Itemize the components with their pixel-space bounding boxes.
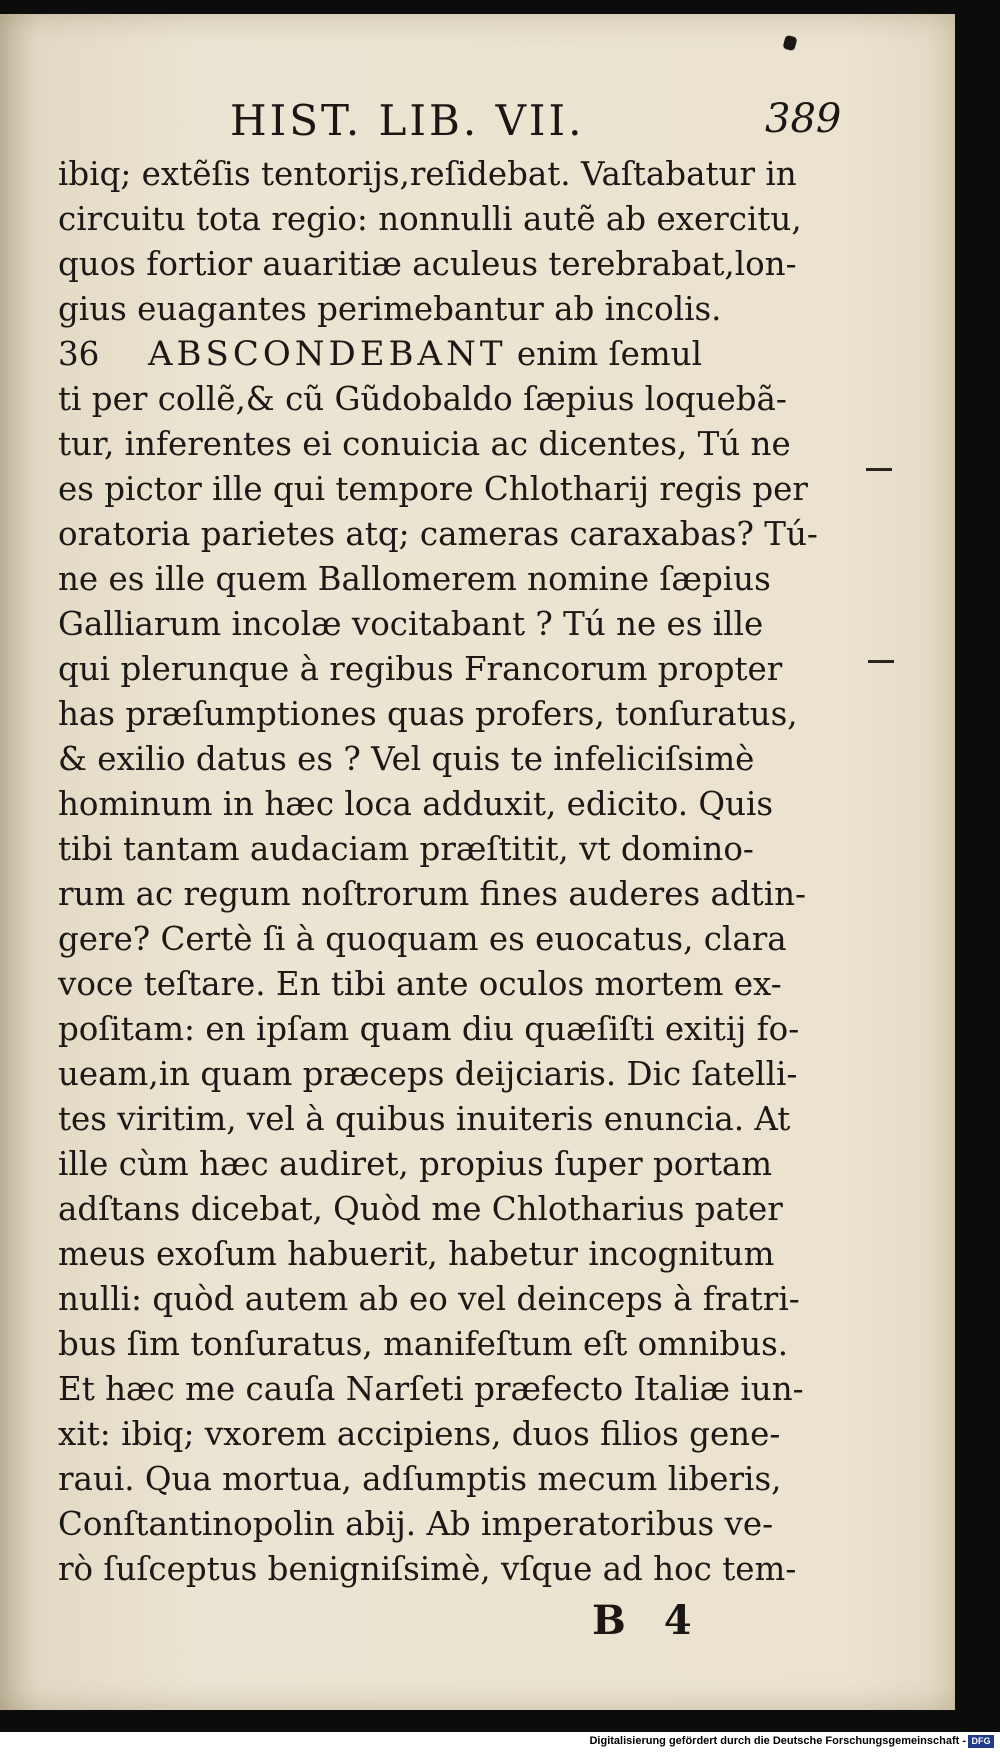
margin-mark (866, 468, 892, 471)
section-start-rest: enim ſemul (506, 335, 702, 373)
text-line: gius euagantes perimebantur ab incolis. (58, 290, 722, 328)
text-line: poſitam: en ipſam quam diu quæſiſti exitij fo- (58, 1010, 800, 1048)
page-number: 389 (765, 96, 842, 142)
text-line: bus ſim tonſuratus, manifeſtum eſt omnibus. (58, 1325, 789, 1363)
text-line: adſtans dicebat, Quòd me Chlotharius pater (58, 1190, 783, 1228)
book-page (0, 14, 955, 1710)
text-line: voce teſtare. En tibi ante oculos mortem ex- (58, 965, 782, 1003)
body-text (58, 152, 838, 1592)
section-number: 36 (58, 335, 100, 373)
text-line: es pictor ille qui tempore Chlotharij regis per (58, 470, 808, 508)
text-line: ne es ille quem Ballomerem nomine ſæpius (58, 560, 771, 598)
text-line: meus exoſum habuerit, habetur incognitum (58, 1235, 775, 1273)
text-line: tes viritim, vel à quibus inuiteris enuncia. At (58, 1100, 791, 1138)
dfg-logo: DFG (968, 1735, 994, 1748)
text-line: oratoria parietes atq; cameras caraxabas? Tú- (58, 515, 818, 553)
text-line: rò ſuſceptus benigniſsimè, vſque ad hoc tem- (58, 1550, 797, 1588)
text-line: ti per collẽ,& cũ Gũdobaldo ſæpius loquebã- (58, 380, 787, 418)
text-line: Et hæc me cauſa Narſeti præfecto Italiæ iun- (58, 1370, 804, 1408)
section-start-line (58, 332, 838, 377)
footer-credit: Digitalisierung gefördert durch die Deutsche Forschungsgemeinschaft - (589, 1735, 966, 1747)
text-line: gere? Certè ſi à quoquam es euocatus, clara (58, 920, 787, 958)
text-line: ibiq; extẽſis tentorijs,reſidebat. Vaſtabatur in (58, 155, 797, 193)
text-line: tibi tantam audaciam præſtitit, vt domino- (58, 830, 754, 868)
text-line: rum ac regum noſtrorum fines auderes adtin- (58, 875, 807, 913)
running-head: HIST. LIB. VII. (230, 96, 585, 145)
text-line: raui. Qua mortua, adſumptis mecum liberis, (58, 1460, 782, 1498)
text-line: Galliarum incolæ vocitabant ? Tú ne es ille (58, 605, 764, 643)
signature-mark: B 4 (592, 1597, 704, 1644)
text-line: ueam,in quam præceps deijciaris. Dic ſatelli- (58, 1055, 798, 1093)
text-line: & exilio datus es ? Vel quis te infeliciſsimè (58, 740, 755, 778)
text-line: quos fortior auaritiæ aculeus terebrabat,lon- (58, 245, 797, 283)
margin-mark (868, 660, 894, 663)
text-line: circuitu tota regio: nonnulli autẽ ab exercitu, (58, 200, 802, 238)
ink-blot (782, 35, 797, 52)
text-line: xit: ibiq; vxorem accipiens, duos filios gene- (58, 1415, 781, 1453)
text-line: has præſumptiones quas profers, tonſuratus, (58, 695, 798, 733)
text-line: nulli: quòd autem ab eo vel deinceps à fratri- (58, 1280, 800, 1318)
text-line: Conſtantinopolin abij. Ab imperatoribus ve- (58, 1505, 774, 1543)
section-opening-word: ABSCONDEBANT (148, 334, 507, 374)
text-line: ille cùm hæc audiret, propius ſuper portam (58, 1145, 773, 1183)
text-line: hominum in hæc loca adduxit, edicito. Quis (58, 785, 774, 823)
text-line: qui plerunque à regibus Francorum propter (58, 650, 783, 688)
text-line: tur, inferentes ei conuicia ac dicentes, Tú ne (58, 425, 791, 463)
